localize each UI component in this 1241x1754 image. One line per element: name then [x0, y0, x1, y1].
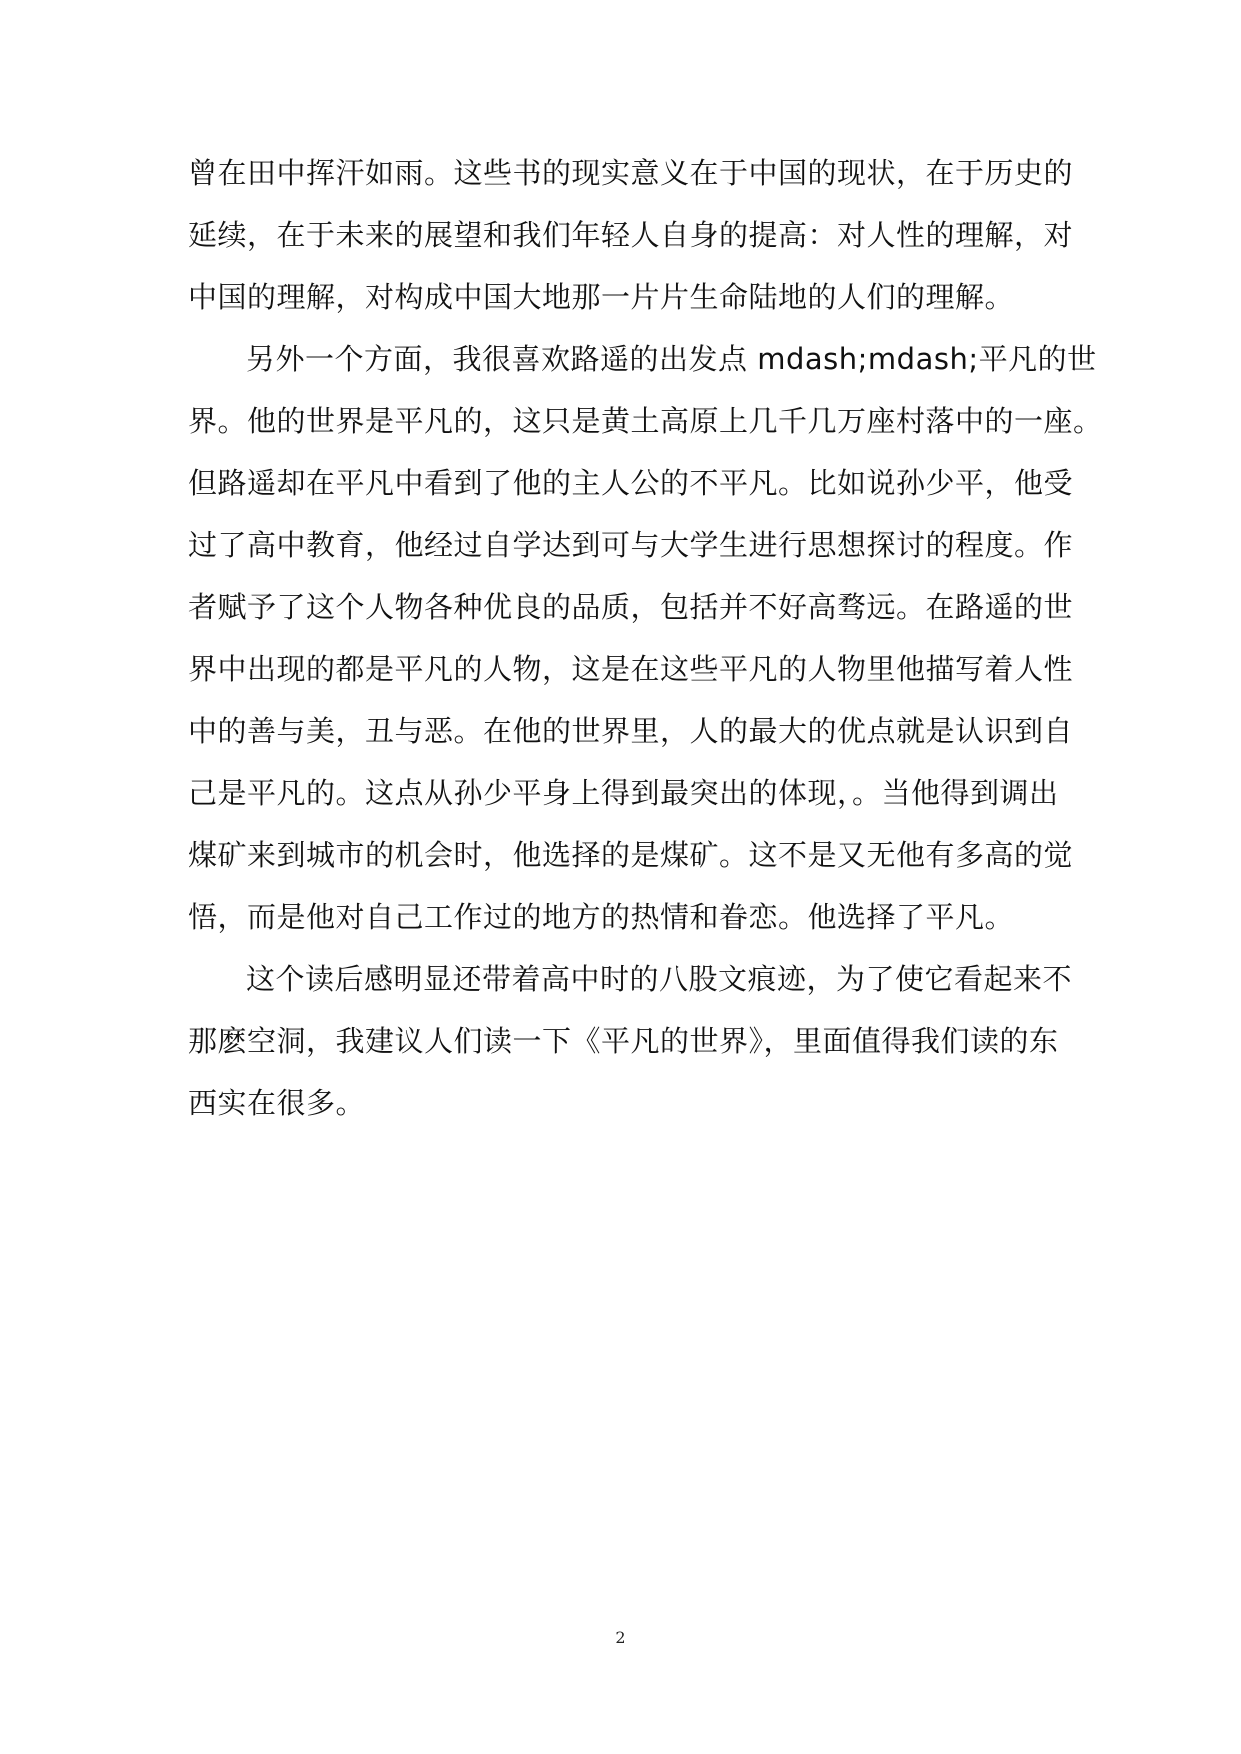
paragraph-2	[188, 328, 1103, 948]
text-line: 曾在田中挥汗如雨。这些书的现实意义在于中国的现状，在于历史的	[188, 156, 1074, 190]
text-line: 这个读后感明显还带着高中时的八股文痕迹，为了使它看起来不	[246, 962, 1073, 996]
text-line: 者赋予了这个人物各种优良的品质，包括并不好高骛远。在路遥的世	[188, 590, 1074, 624]
text-line: 煤矿来到城市的机会时，他选择的是煤矿。这不是又无他有多高的觉	[188, 838, 1074, 872]
text-line: 另外一个方面，我很喜欢路遥的出发点 mdash;mdash;平凡的世	[246, 342, 1097, 376]
paragraph-1	[188, 142, 1074, 328]
text-line: 界中出现的都是平凡的人物，这是在这些平凡的人物里他描写着人性	[188, 652, 1074, 686]
text-line: 延续，在于未来的展望和我们年轻人自身的提高：对人性的理解，对	[188, 218, 1074, 252]
text-line: 中的善与美，丑与恶。在他的世界里，人的最大的优点就是认识到自	[188, 714, 1074, 748]
paragraph-3	[188, 948, 1073, 1134]
text-line: 西实在很多。	[188, 1086, 366, 1120]
text-line: 己是平凡的。这点从孙少平身上得到最突出的体现，。当他得到调出	[188, 776, 1059, 810]
text-line: 过了高中教育，他经过自学达到可与大学生进行思想探讨的程度。作	[188, 528, 1074, 562]
page-number: 2	[615, 1628, 626, 1647]
body-text	[188, 142, 1103, 1134]
text-line: 但路遥却在平凡中看到了他的主人公的不平凡。比如说孙少平，他受	[188, 466, 1074, 500]
text-line: 中国的理解，对构成中国大地那一片片生命陆地的人们的理解。	[188, 280, 1015, 314]
text-line: 那麽空洞，我建议人们读一下《平凡的世界》，里面值得我们读的东	[188, 1024, 1059, 1058]
text-line: 界。他的世界是平凡的，这只是黄土高原上几千几万座村落中的一座。	[188, 404, 1103, 438]
text-line: 悟，而是他对自己工作过的地方的热情和眷恋。他选择了平凡。	[188, 900, 1015, 934]
